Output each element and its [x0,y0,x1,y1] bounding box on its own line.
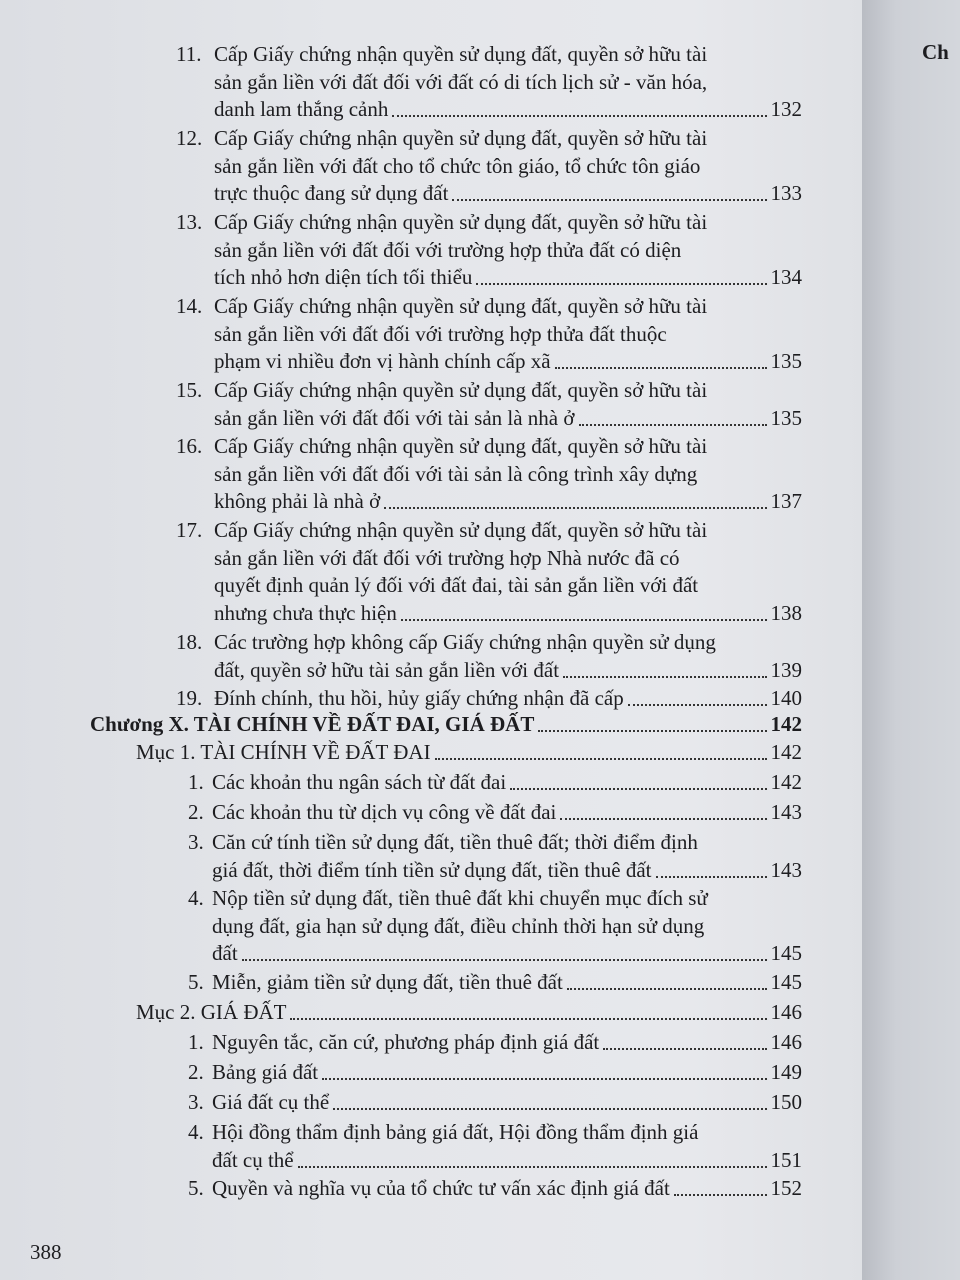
leader-dots [603,1048,766,1050]
entry-line [0,516,862,544]
entry-text: quyết định quản lý đối với đất đai, tài sản gắn liền với đất [214,573,699,598]
entry-number: 2. [188,800,204,824]
leader-dots [401,619,767,621]
entry-text: giá đất, thời điểm tính tiền sử dụng đất, tiền thuê đất [212,857,652,882]
entry-line [0,236,862,264]
leader-dots [563,676,766,678]
leader-dots [384,507,766,509]
entry-text: Các khoản thu ngân sách từ đất đai [212,770,507,794]
adjacent-page-edge [862,0,960,1280]
leader-dots [435,758,767,760]
entry-text: đất, quyền sở hữu tài sản gắn liền với đất [214,657,560,682]
entry-text: đất [212,941,238,966]
entry-number: 12. [176,126,203,150]
entry-text: Cấp Giấy chứng nhận quyền sử dụng đất, quyền sở hữu tài [214,42,708,66]
page-ref: 140 [770,686,802,710]
entry-line [0,656,862,684]
page-ref: 145 [770,970,802,994]
entry-line [0,798,862,826]
leader-dots [555,367,767,369]
entry-number: 17. [176,518,203,542]
dot-leader [380,487,802,515]
page-ref: 142 [770,712,802,736]
dot-leader [388,95,802,123]
dot-leader [448,179,802,207]
page-ref: 142 [770,740,802,764]
dot-leader [506,768,802,796]
entry-line [0,292,862,320]
entry-text: sản gắn liền với đất đối với tài sản là nhà ở [214,405,575,430]
page-ref: 146 [770,1030,802,1054]
entry-number: 1. [188,1030,204,1054]
leader-dots [452,199,766,201]
entry-text: nhưng chưa thực hiện [214,600,397,625]
entry-line [0,828,862,856]
entry-number: 16. [176,434,203,458]
dot-leader [670,1174,802,1202]
dot-leader [599,1028,802,1056]
entry-line [0,1088,862,1116]
entry-text: sản gắn liền với đất đối với đất có di tích lịch sử - văn hóa, [214,69,708,94]
entry-line [0,884,862,912]
entry-text: sản gắn liền với đất đối với trường hợp thửa đất thuộc [214,321,667,346]
leader-dots [674,1194,767,1196]
leader-dots [290,1018,766,1020]
entry-text: danh lam thắng cảnh [214,97,389,122]
page-ref: 138 [770,600,802,625]
entry-line [0,320,862,348]
entry-text: Miễn, giảm tiền sử dụng đất, tiền thuê đất [212,970,563,994]
entry-number: 1. [188,770,204,794]
entry-line [0,599,862,627]
entry-number: 19. [176,686,203,710]
entry-number: 15. [176,378,203,402]
entry-line [0,179,862,207]
entry-line [0,68,862,96]
adjacent-page-heading: Ch [922,40,949,64]
leader-dots [476,283,766,285]
entry-text: Cấp Giấy chứng nhận quyền sử dụng đất, quyền sở hữu tài [214,434,708,458]
entry-text: Các trường hợp không cấp Giấy chứng nhận quyền sử dụng [214,630,716,654]
entry-line [0,347,862,375]
leader-dots [628,704,767,706]
entry-line [0,998,862,1026]
entry-text: Bảng giá đất [212,1060,319,1084]
entry-text: Cấp Giấy chứng nhận quyền sử dụng đất, quyền sở hữu tài [214,378,708,402]
entry-number: 5. [188,1176,204,1200]
dot-leader [294,1146,802,1174]
entry-text: Căn cứ tính tiền sử dụng đất, tiền thuê đất; thời điểm định [212,830,698,854]
page-ref: 145 [770,941,802,966]
leader-dots [560,818,766,820]
entry-text: tích nhỏ hơn diện tích tối thiểu [214,265,473,290]
page-ref: 134 [770,265,802,290]
page-ref: 146 [770,1000,802,1024]
entry-text: Giá đất cụ thể [212,1090,330,1114]
dot-leader [551,347,802,375]
entry-line [0,968,862,996]
dot-leader [624,684,802,712]
leader-dots [298,1166,767,1168]
dot-leader [238,939,802,967]
entry-line [0,684,862,712]
entry-line [0,432,862,460]
dot-leader [286,998,802,1026]
entry-line [0,124,862,152]
entry-text: sản gắn liền với đất đối với trường hợp Nhà nước đã có [214,545,680,570]
entry-line [0,208,862,236]
page-ref: 151 [770,1147,802,1172]
entry-line [0,152,862,180]
dot-leader [559,656,802,684]
entry-line [0,1028,862,1056]
entry-number: 14. [176,294,203,318]
entry-line [0,939,862,967]
entry-text: Quyền và nghĩa vụ của tổ chức tư vấn xác định giá đất [212,1176,670,1200]
entry-text: trực thuộc đang sử dụng đất [214,181,449,206]
dot-leader [329,1088,802,1116]
entry-number: 4. [188,886,204,910]
entry-line [0,738,862,766]
entry-line [0,1174,862,1202]
entry-text: Hội đồng thẩm định bảng giá đất, Hội đồng thẩm định giá [212,1120,699,1144]
page-ref: 150 [770,1090,802,1114]
entry-line [0,544,862,572]
page-ref: 143 [770,857,802,882]
dot-leader [472,263,802,291]
page-ref: 137 [770,489,802,514]
entry-text: Mục 1. TÀI CHÍNH VỀ ĐẤT ĐAI [136,740,431,764]
entry-text: không phải là nhà ở [214,489,381,514]
entry-text: sản gắn liền với đất cho tổ chức tôn giáo, tổ chức tôn giáo [214,153,701,178]
entry-line [0,912,862,940]
entry-text: Cấp Giấy chứng nhận quyền sử dụng đất, quyền sở hữu tài [214,518,708,542]
entry-number: 4. [188,1120,204,1144]
dot-leader [318,1058,802,1086]
entry-text: dụng đất, gia hạn sử dụng đất, điều chỉnh thời hạn sử dụng [212,913,705,938]
page-ref: 152 [770,1176,802,1200]
entry-text: Đính chính, thu hồi, hủy giấy chứng nhận đã cấp [214,686,624,710]
entry-line [0,376,862,404]
leader-dots [567,988,767,990]
entry-number: 13. [176,210,203,234]
leader-dots [392,115,766,117]
entry-text: phạm vi nhiều đơn vị hành chính cấp xã [214,349,551,374]
page-number: 388 [30,1240,62,1264]
entry-text: Mục 2. GIÁ ĐẤT [136,1000,287,1024]
entry-line [0,95,862,123]
leader-dots [579,424,767,426]
leader-dots [322,1078,766,1080]
leader-dots [333,1108,766,1110]
entry-line [0,263,862,291]
dot-leader [397,599,802,627]
entry-text: đất cụ thể [212,1147,294,1172]
dot-leader [556,798,802,826]
page-ref: 133 [770,181,802,206]
entry-number: 3. [188,1090,204,1114]
dot-leader [563,968,802,996]
entry-line [0,1118,862,1146]
dot-leader [534,710,802,738]
entry-line [0,710,862,738]
page-ref: 143 [770,800,802,824]
entry-line [0,1058,862,1086]
entry-text: Chương X. TÀI CHÍNH VỀ ĐẤT ĐAI, GIÁ ĐẤT [90,712,535,736]
entry-number: 2. [188,1060,204,1084]
entry-text: sản gắn liền với đất đối với trường hợp thửa đất có diện [214,237,682,262]
entry-line [0,768,862,796]
page-ref: 132 [770,97,802,122]
entry-line [0,628,862,656]
entry-line [0,487,862,515]
entry-line [0,404,862,432]
dot-leader [431,738,802,766]
entry-number: 5. [188,970,204,994]
entry-number: 11. [176,42,202,66]
entry-line [0,571,862,599]
entry-text: Các khoản thu từ dịch vụ công về đất đai [212,800,557,824]
entry-text: Cấp Giấy chứng nhận quyền sử dụng đất, quyền sở hữu tài [214,210,708,234]
entry-text: Nộp tiền sử dụng đất, tiền thuê đất khi chuyển mục đích sử [212,886,708,910]
entry-line [0,40,862,68]
entry-text: sản gắn liền với đất đối với tài sản là công trình xây dựng [214,461,698,486]
entry-number: 3. [188,830,204,854]
leader-dots [656,876,767,878]
entry-line [0,1146,862,1174]
page-ref: 142 [770,770,802,794]
page-ref: 149 [770,1060,802,1084]
page-ref: 139 [770,657,802,682]
dot-leader [652,856,803,884]
leader-dots [538,730,766,732]
entry-text: Nguyên tắc, căn cứ, phương pháp định giá đất [212,1030,600,1054]
dot-leader [575,404,803,432]
entry-line [0,856,862,884]
entry-number: 18. [176,630,203,654]
page-ref: 135 [770,349,802,374]
leader-dots [242,959,767,961]
page-ref: 135 [770,405,802,430]
leader-dots [510,788,766,790]
entry-text: Cấp Giấy chứng nhận quyền sử dụng đất, quyền sở hữu tài [214,294,708,318]
entry-line [0,460,862,488]
entry-text: Cấp Giấy chứng nhận quyền sử dụng đất, quyền sở hữu tài [214,126,708,150]
